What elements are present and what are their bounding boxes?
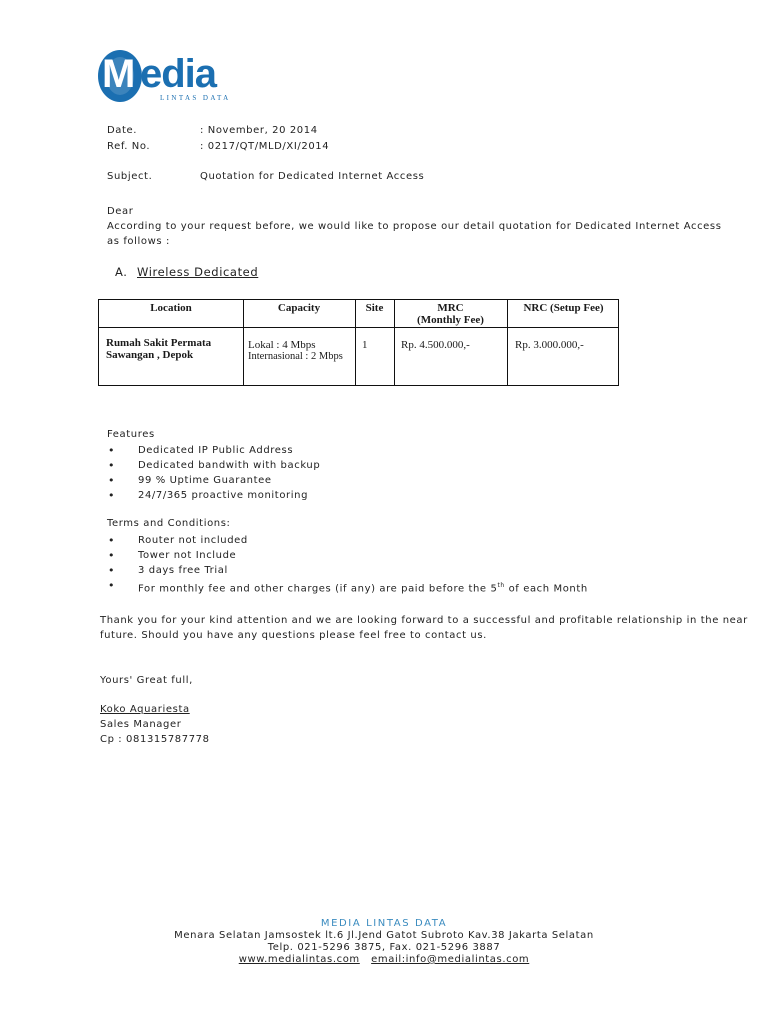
list-item — [108, 533, 588, 548]
cell-capacity-2: Internasional : 2 Mbps — [248, 351, 343, 362]
list-item-text: Dedicated bandwith with backup — [138, 460, 321, 471]
list-item-text: Dedicated IP Public Address — [138, 445, 294, 456]
list-item-text: 24/7/365 proactive monitoring — [138, 490, 309, 501]
bullet-icon: • — [108, 489, 116, 502]
footer-company: MEDIA LINTAS DATA — [320, 918, 448, 929]
features-title: Features — [107, 429, 155, 440]
signoff: Yours' Great full, — [100, 675, 193, 686]
bullet-icon: • — [108, 564, 116, 577]
signatory-phone: Cp : 081315787778 — [100, 734, 210, 745]
signatory-name: Koko Aquariesta — [100, 704, 190, 715]
cell-location-1: Rumah Sakit Permata — [106, 337, 212, 349]
closing-line-2: future. Should you have any questions please feel free to contact us. — [100, 630, 487, 641]
cell-nrc: Rp. 3.000.000,- — [515, 339, 584, 351]
list-item-text: Tower not Include — [138, 550, 237, 561]
intro-line-1: According to your request before, we would like to propose our detail quotation for Dedicated Internet Access — [107, 221, 722, 232]
website-link[interactable]: www.medialintas.com — [238, 954, 360, 965]
header-capacity: Capacity — [277, 302, 321, 314]
logo-subtitle: LINTAS DATA — [160, 94, 231, 102]
bullet-icon: • — [108, 444, 116, 457]
term-text: For monthly fee and other charges (if any) are paid before the 5 — [138, 583, 498, 595]
date-value: : November, 20 2014 — [200, 125, 318, 136]
subject-label: Subject. — [107, 171, 153, 182]
cell-capacity-1: Lokal : 4 Mbps — [248, 339, 316, 351]
footer-address: Menara Selatan Jamsostek lt.6 Jl.Jend Gatot Subroto Kav.38 Jakarta Selatan — [174, 930, 594, 941]
list-item — [108, 458, 508, 473]
salutation: Dear — [107, 206, 134, 217]
header-site: Site — [365, 302, 384, 314]
terms-title: Terms and Conditions: — [107, 518, 231, 529]
header-nrc: NRC (Setup Fee) — [523, 302, 604, 314]
list-item-text: 99 % Uptime Guarantee — [138, 475, 272, 486]
header-location: Location — [150, 302, 192, 314]
features-list — [108, 443, 508, 503]
cell-site: 1 — [362, 339, 368, 351]
ref-value: : 0217/QT/MLD/XI/2014 — [200, 141, 330, 152]
logo-letter: M — [102, 52, 135, 96]
date-label: Date. — [107, 125, 138, 136]
subject-value: Quotation for Dedicated Internet Access — [200, 171, 425, 182]
bullet-icon: • — [108, 534, 116, 547]
cell-mrc: Rp. 4.500.000,- — [401, 339, 470, 351]
closing-line-1: Thank you for your kind attention and we are looking forward to a successful and profitable relationship in the near — [100, 615, 748, 626]
list-item — [108, 473, 508, 488]
list-item-text — [138, 578, 588, 596]
list-item — [108, 563, 588, 578]
intro-line-2: as follows : — [107, 236, 170, 247]
row-divider — [99, 327, 618, 328]
footer-telp: Telp. 021-5296 3875, Fax. 021-5296 3887 — [267, 942, 501, 953]
list-item — [108, 548, 588, 563]
email-link[interactable]: email:info@medialintas.com — [371, 954, 530, 965]
bullet-icon: • — [108, 474, 116, 487]
list-item — [108, 443, 508, 458]
terms-list — [108, 533, 588, 593]
header-mrc-sub: (Monthly Fee) — [417, 314, 484, 326]
list-item — [108, 488, 508, 503]
section-title: Wireless Dedicated — [137, 265, 259, 279]
list-item — [108, 578, 588, 593]
signatory-title: Sales Manager — [100, 719, 182, 730]
ref-label: Ref. No. — [107, 141, 151, 152]
cell-location-2: Sawangan , Depok — [106, 349, 194, 361]
company-logo — [96, 46, 256, 106]
list-item-text: Router not included — [138, 535, 248, 546]
bullet-icon: • — [108, 579, 116, 592]
bullet-icon: • — [108, 459, 116, 472]
section-marker: A. — [115, 265, 128, 279]
footer-links — [0, 954, 768, 965]
term-text-end: of each Month — [504, 583, 588, 595]
bullet-icon: • — [108, 549, 116, 562]
header-mrc: MRC — [437, 302, 464, 314]
list-item-text: 3 days free Trial — [138, 565, 228, 576]
term-superscript: th — [497, 582, 505, 589]
logo-word: edia — [140, 52, 217, 96]
quote-table — [98, 299, 619, 386]
